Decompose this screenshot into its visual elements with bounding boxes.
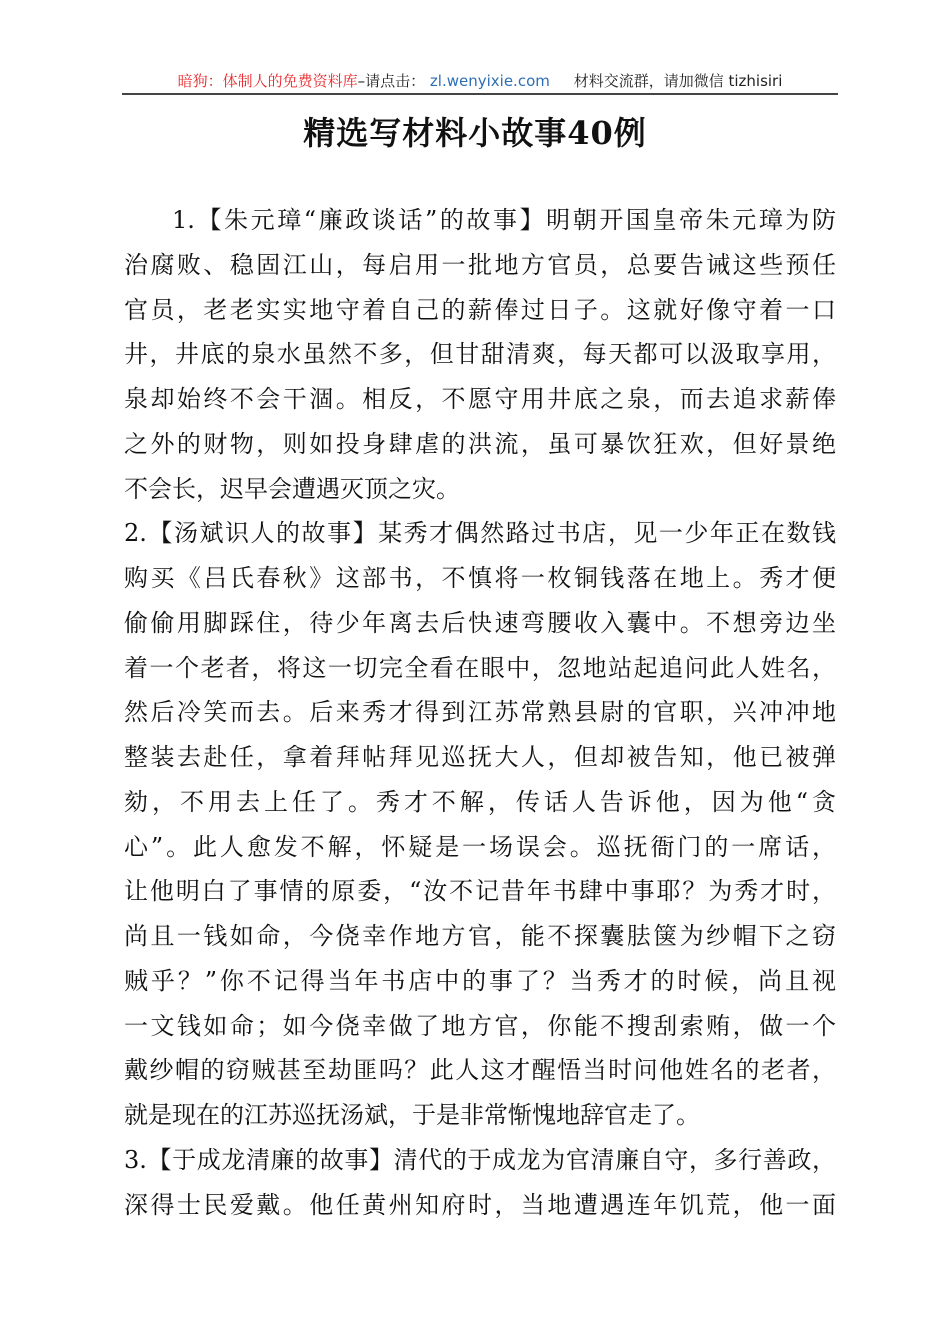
site-url-link[interactable]: zl.wenyixie.com: [429, 72, 550, 90]
document-header: [122, 70, 838, 92]
group-note: 材料交流群，请加微信 tizhisiri: [573, 72, 783, 90]
paragraph-1-line: 泉却始终不会干涸。相反，不愿守用井底之泉，而去追求薪俸: [124, 385, 836, 413]
paragraph-1-line: 1.【朱元璋“廉政谈话”的故事】明朝开国皇帝朱元璋为防: [172, 206, 836, 234]
paragraph-3-line: 深得士民爱戴。他任黄州知府时，当地遭遇连年饥荒，他一面: [124, 1190, 836, 1219]
paragraph-2-line: 然后冷笑而去。后来秀才得到江苏常熟县尉的官职，兴冲冲地: [124, 698, 836, 727]
paragraph-2-line: 劾，不用去上任了。秀才不解，传话人告诉他，因为他“贪: [124, 787, 836, 816]
paragraph-2-line: 让他明白了事情的原委，“汝不记昔年书肆中事耶？为秀才时，: [124, 877, 836, 906]
header-divider: [122, 93, 838, 95]
paragraph-1-line: 之外的财物，则如投身肆虐的洪流，虽可暴饮狂欢，但好景绝: [124, 429, 836, 458]
paragraph-1-line: 不会长，迟早会遭遇灭顶之灾。: [124, 474, 460, 503]
paragraph-1-line: 井，井底的泉水虽然不多，但甘甜清爽，每天都可以汲取享用，: [124, 340, 836, 369]
paragraph-2-line: 2.【汤斌识人的故事】某秀才偶然路过书店，见一少年正在数钱: [124, 519, 836, 548]
paragraph-2-line: 偷偷用脚踩住，待少年离去后快速弯腰收入囊中。不想旁边坐: [124, 608, 836, 637]
paragraph-1-line: 治腐败、稳固江山，每启用一批地方官员，总要告诫这些预任: [124, 250, 836, 279]
paragraph-3-line: 3.【于成龙清廉的故事】清代的于成龙为官清廉自守，多行善政，: [124, 1145, 836, 1174]
paragraph-1-line: 官员，老老实实地守着自己的薪俸过日子。这就好像守着一口: [124, 295, 836, 324]
paragraph-2-line: 着一个老者，将这一切完全看在眼中，忽地站起追问此人姓名，: [124, 653, 836, 682]
paragraph-2-line: 心”。此人愈发不解，怀疑是一场误会。巡抚衙门的一席话，: [124, 832, 836, 861]
paragraph-2-line: 尚且一钱如命，今侥幸作地方官，能不探囊胠箧为纱帽下之窃: [124, 922, 836, 950]
paragraph-2-line: 贼乎？”你不记得当年书店中的事了？当秀才的时候，尚且视: [124, 966, 836, 995]
paragraph-2-line: 购买《吕氏春秋》这部书，不慎将一枚铜钱落在地上。秀才便: [124, 564, 836, 592]
paragraph-2-line: 就是现在的江苏巡抚汤斌，于是非常惭愧地辞官走了。: [124, 1101, 700, 1129]
click-prompt: –请点击：: [357, 72, 426, 90]
page-title: 精选写材料小故事40例: [303, 114, 647, 152]
paragraph-2-line: 整装去赴任，拿着拜帖拜见巡抚大人，但却被告知，他已被弹: [124, 743, 836, 771]
paragraph-2-line: 戴纱帽的窃贼甚至劫匪吗？此人这才醒悟当时问他姓名的老者，: [124, 1056, 836, 1085]
paragraph-2-line: 一文钱如命；如今侥幸做了地方官，你能不搜刮索贿，做一个: [124, 1011, 836, 1040]
site-name: 暗狗：体制人的免费资料库: [177, 72, 358, 90]
